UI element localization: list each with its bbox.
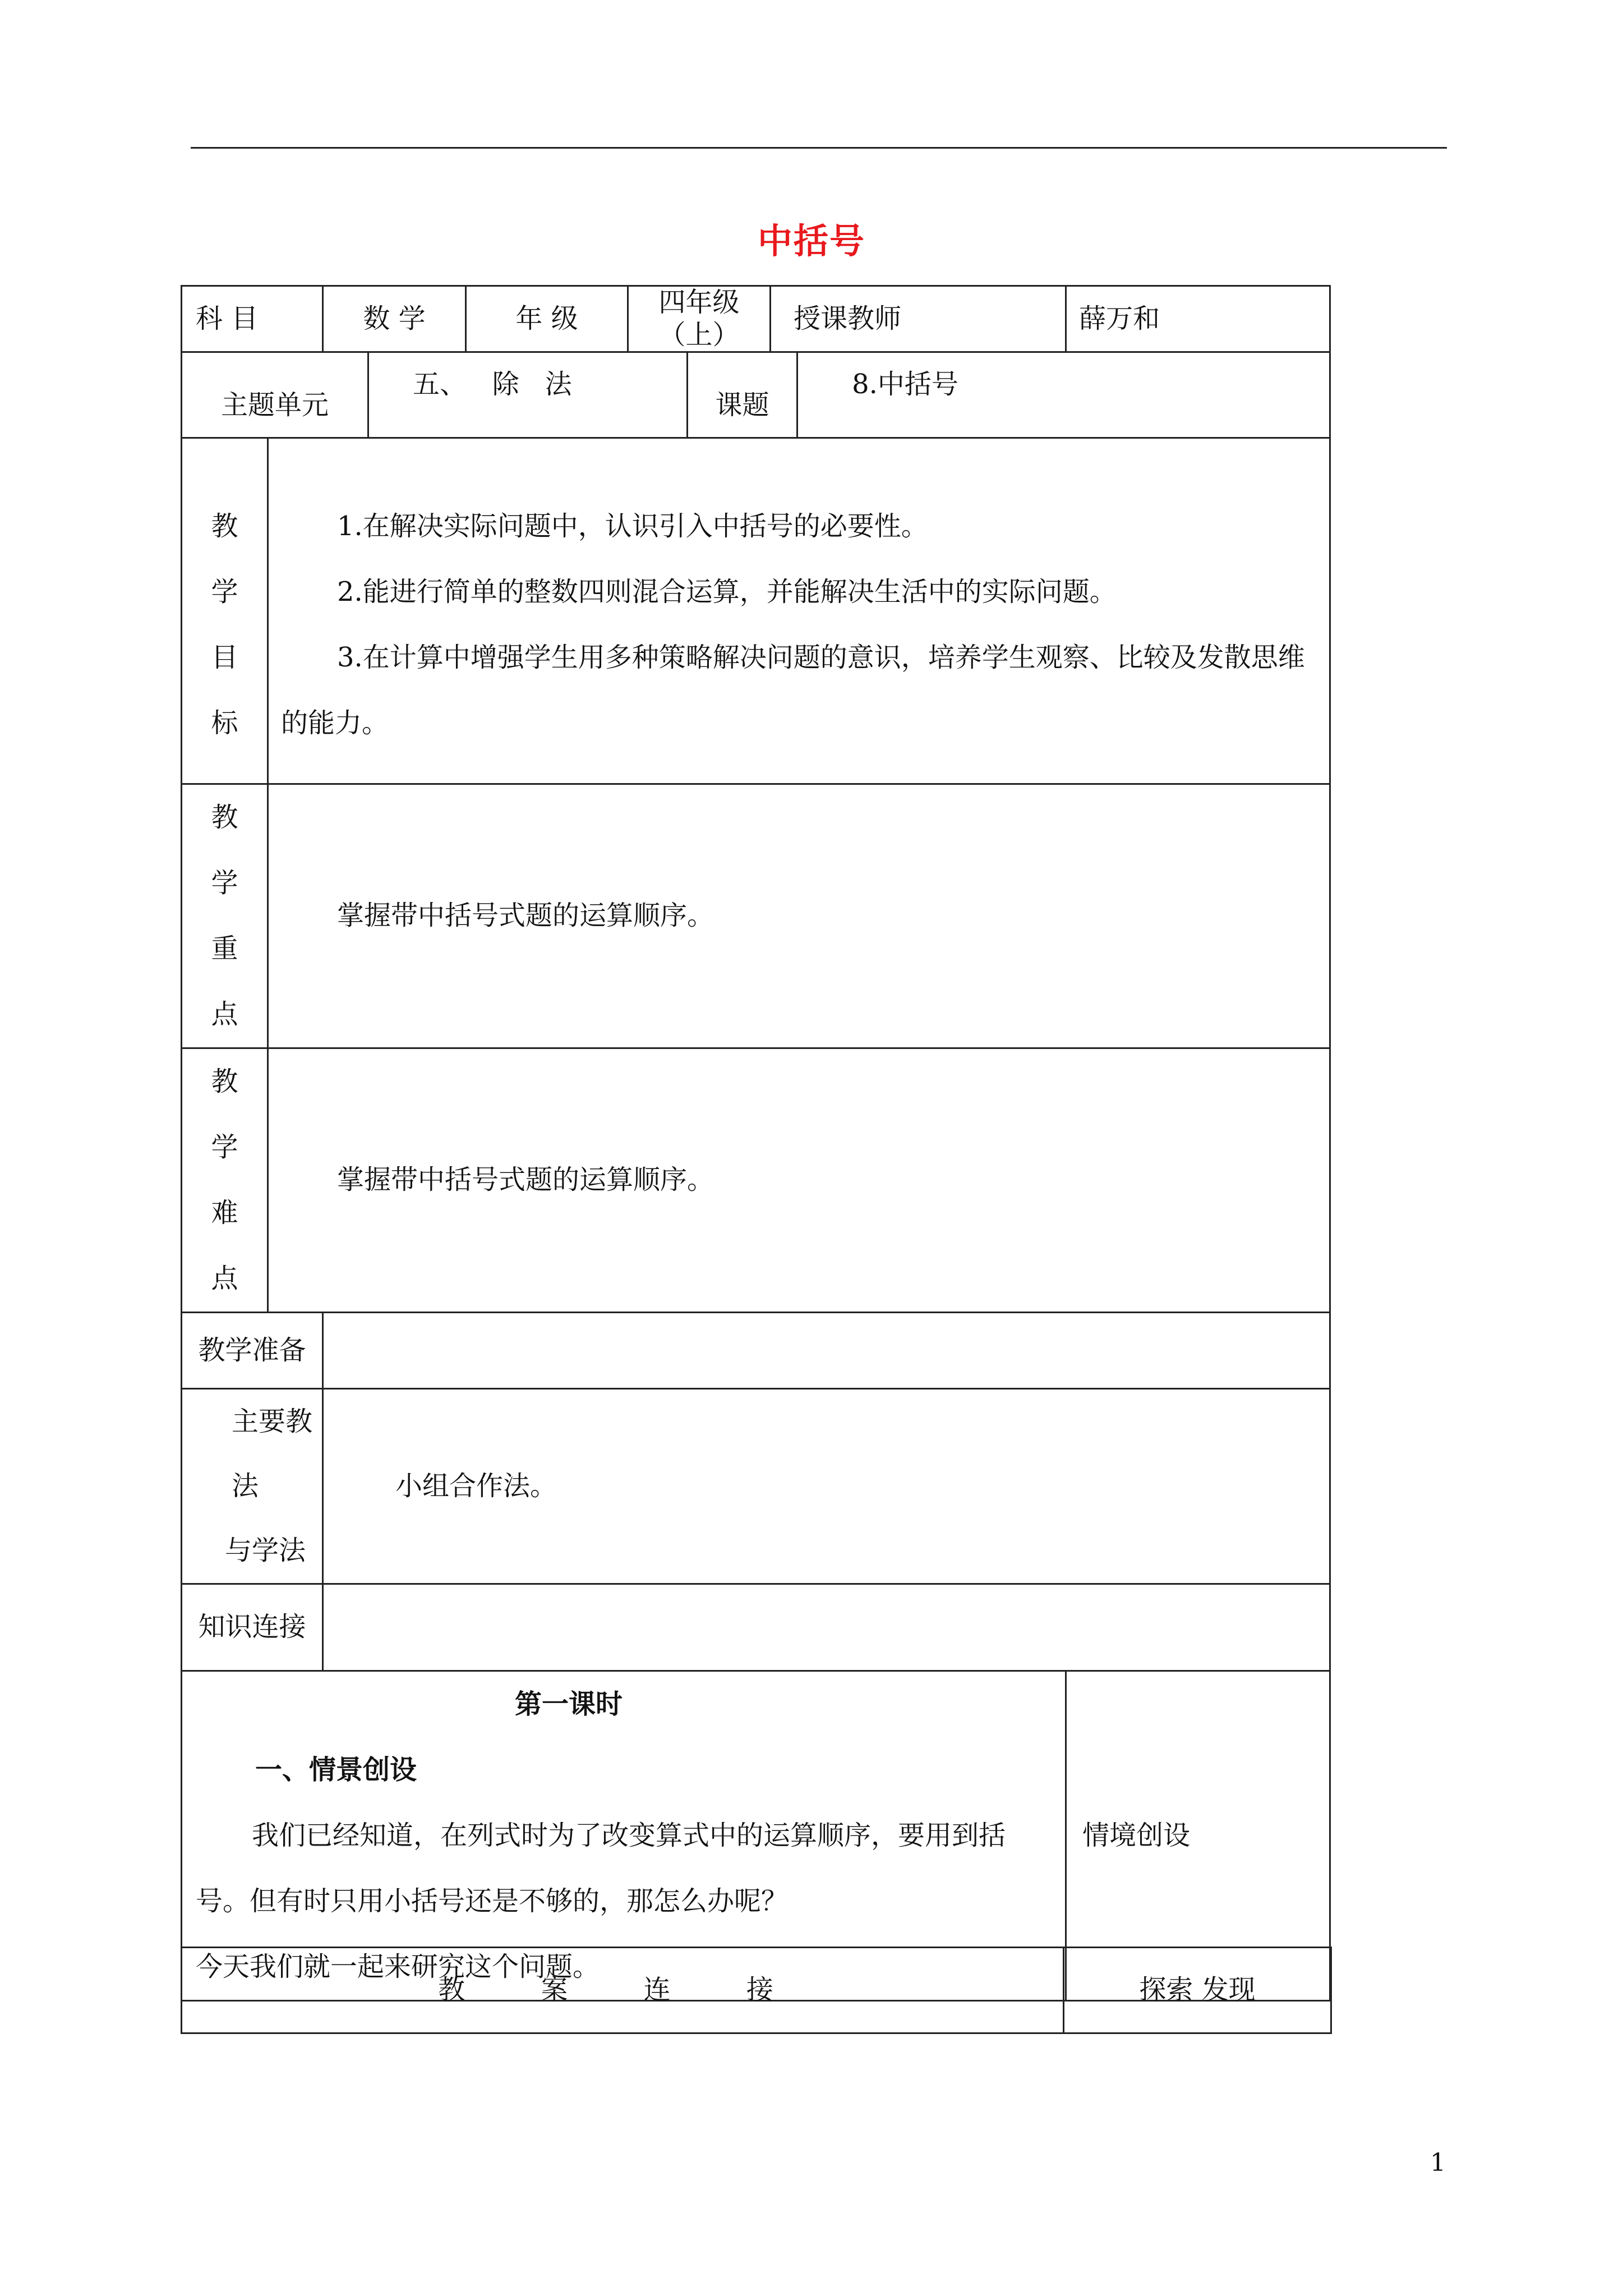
teacher-label: 授课教师 bbox=[771, 286, 1066, 352]
difficulties-label-char: 学 bbox=[211, 1131, 238, 1163]
lesson-plan-table bbox=[181, 285, 1331, 2001]
preparation-value bbox=[323, 1313, 1330, 1389]
key-points-label-char: 重 bbox=[211, 933, 238, 965]
difficulties-label-char: 教 bbox=[211, 1066, 238, 1098]
preparation-label: 教学准备 bbox=[182, 1313, 323, 1389]
knowledge-link-row bbox=[182, 1584, 1330, 1671]
header-rule bbox=[191, 147, 1447, 149]
difficulties-row bbox=[182, 1048, 1330, 1313]
knowledge-link-value bbox=[323, 1584, 1330, 1671]
goals-label bbox=[182, 438, 268, 784]
subject-label: 科 目 bbox=[182, 286, 323, 352]
lesson-paragraph: 今天我们就一起来研究这个问题。 bbox=[196, 1951, 600, 1983]
difficulties-text: 掌握带中括号式题的运算顺序。 bbox=[268, 1048, 1330, 1313]
methods-label bbox=[182, 1389, 323, 1584]
key-points-text: 掌握带中括号式题的运算顺序。 bbox=[268, 784, 1330, 1048]
goals-label-char: 标 bbox=[211, 707, 238, 739]
difficulties-label-char: 难 bbox=[211, 1197, 238, 1229]
key-points-label-char: 学 bbox=[211, 867, 238, 899]
topic-label: 课题 bbox=[688, 352, 797, 438]
unit-value: 五、 除 法 bbox=[368, 352, 688, 438]
methods-row bbox=[182, 1389, 1330, 1584]
info-row-1 bbox=[182, 286, 1330, 352]
preparation-row bbox=[182, 1313, 1330, 1389]
footer-row bbox=[182, 1948, 1331, 2033]
goals-content bbox=[268, 438, 1330, 784]
key-points-label-char: 点 bbox=[211, 999, 238, 1030]
grade-label: 年 级 bbox=[466, 286, 628, 352]
goal-item: 3.在计算中增强学生用多种策略解决问题的意识，培养学生观察、比较及发散思维的能力。 bbox=[281, 642, 1305, 739]
goals-label-char: 教 bbox=[211, 510, 238, 542]
grade-value: 四年级（上） bbox=[628, 286, 771, 352]
knowledge-link-label: 知识连接 bbox=[182, 1584, 323, 1671]
footer-right: 探索 发现 bbox=[1064, 1948, 1331, 2033]
lesson-paragraph: 我们已经知道，在列式时为了改变算式中的运算顺序，要用到括号。但有时只用小括号还是不够的，那怎么办呢？ bbox=[196, 1820, 1006, 1917]
unit-label: 主题单元 bbox=[182, 352, 368, 438]
document-title: 中括号 bbox=[757, 220, 865, 261]
info-row-2 bbox=[182, 352, 1330, 438]
methods-value: 小组合作法。 bbox=[323, 1389, 1330, 1584]
methods-label-line: 主要教法 bbox=[232, 1406, 313, 1502]
topic-value: 8.中括号 bbox=[797, 352, 1330, 438]
goals-row bbox=[182, 438, 1330, 784]
difficulties-label-char: 点 bbox=[211, 1263, 238, 1295]
methods-label-line: 与学法 bbox=[225, 1535, 306, 1567]
key-points-row bbox=[182, 784, 1330, 1048]
goal-item: 2.能进行简单的整数四则混合运算，并能解决生活中的实际问题。 bbox=[337, 576, 1117, 608]
goal-item: 1.在解决实际问题中，认识引入中括号的必要性。 bbox=[337, 510, 928, 542]
page-number: 1 bbox=[1430, 2148, 1446, 2177]
footer-left: 教 案 连 接 bbox=[182, 1948, 1064, 2033]
footer-table bbox=[181, 1947, 1332, 2034]
teacher-value: 薛万和 bbox=[1066, 286, 1330, 352]
difficulties-label bbox=[182, 1048, 268, 1313]
key-points-label-char: 教 bbox=[211, 802, 238, 834]
period-title: 第一课时 bbox=[515, 1688, 623, 1720]
section-title: 一、情景创设 bbox=[255, 1754, 417, 1786]
subject-value: 数 学 bbox=[323, 286, 466, 352]
lesson-side-note: 情境创设 bbox=[1066, 1671, 1330, 2001]
goals-label-char: 目 bbox=[211, 642, 238, 674]
key-points-label bbox=[182, 784, 268, 1048]
goals-label-char: 学 bbox=[211, 576, 238, 608]
